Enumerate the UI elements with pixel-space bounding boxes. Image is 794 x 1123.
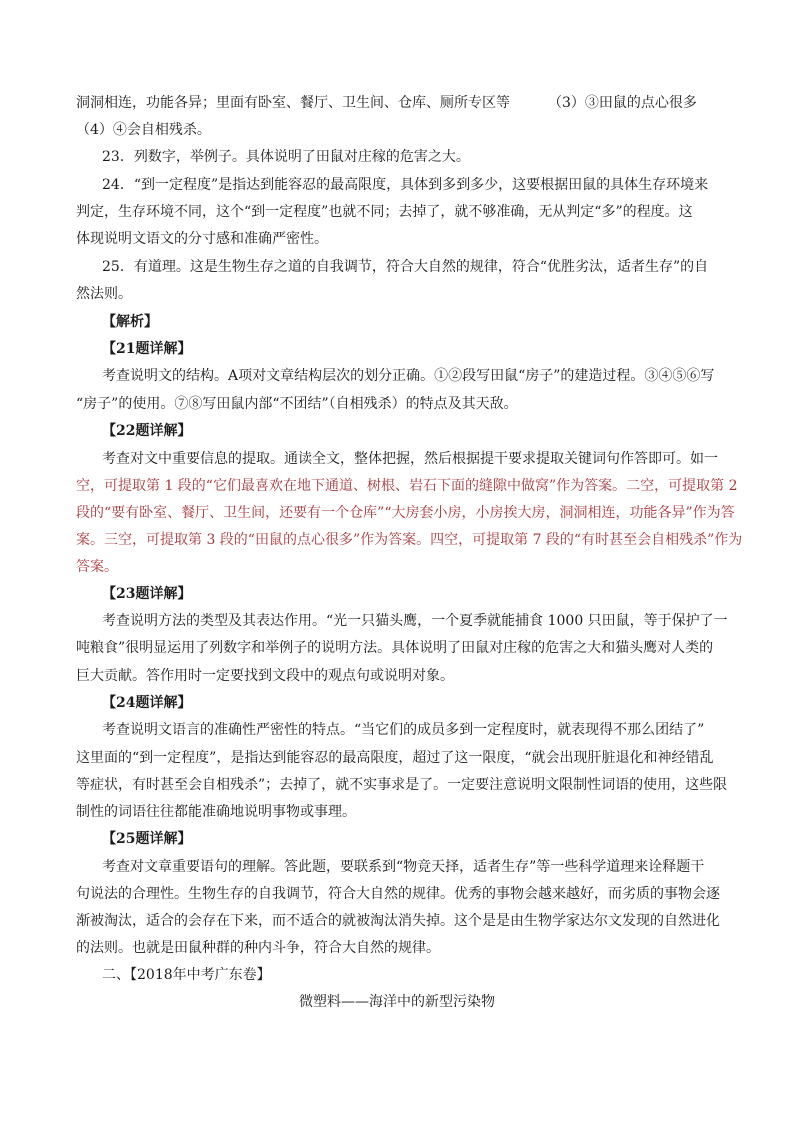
q22-line-2: 空，可提取第 1 段的“它们最喜欢在地下通道、树根、岩石下面的缝隙中做窝”作为答案。二空，可提取第 2: [76, 478, 738, 494]
q24-heading: 【24题详解】: [102, 695, 192, 711]
answer-22-part-3: （3）③田鼠的点心很多: [548, 95, 697, 111]
q25-line-3: 渐被淘汰，适合的会存在下来，而不适合的就被淘汰消失掉。这个是是由生物学家达尔文发现的自然进化: [76, 913, 720, 929]
answer-25-line-2: 然法则。: [76, 286, 132, 302]
q25-line-2: 句说法的合理性。生物生存的自我调节，符合大自然的规律。优秀的事物会越来越好，而劣质的事物会逐: [76, 886, 720, 902]
q21-heading: 【21题详解】: [102, 341, 192, 357]
q24-line-2: 这里面的“到一定程度”，是指达到能容忍的最高限度，超过了这一限度，“就会出现肝脏退化和神经错乱: [76, 750, 714, 766]
answer-22-line-2: （4）④会自相残杀。: [76, 122, 211, 138]
q22-heading: 【22题详解】: [102, 423, 192, 439]
q21-line-2: “房子”的使用。⑦⑧写田鼠内部“不团结”（自相残杀）的特点及其天敌。: [76, 396, 518, 412]
article-title: 微塑料——海洋中的新型污染物: [299, 994, 495, 1010]
q25-line-4: 的法则。也就是田鼠种群的种内斗争，符合大自然的规律。: [76, 940, 440, 956]
q25-heading: 【25题详解】: [102, 831, 192, 847]
q23-heading: 【23题详解】: [102, 586, 192, 602]
answer-22-text: 洞洞相连，功能各异；里面有卧室、餐厅、卫生间、仓库、厕所专区等: [76, 95, 510, 111]
q24-line-1: 考查说明文语言的准确性严密性的特点。“当它们的成员多到一定程度时，就表现得不那么团结了”: [102, 722, 705, 738]
answer-25-line-1: 25．有道理。这是生物生存之道的自我调节，符合大自然的规律，符合“优胜劣汰，适者生存”的自: [102, 259, 709, 275]
analysis-heading: 【解析】: [102, 314, 158, 330]
q22-line-4: 案。三空，可提取第 3 段的“田鼠的点心很多”作为答案。四空，可提取第 7 段的“有时甚至会自相残杀”作为: [76, 532, 743, 548]
q22-line-5: 答案。: [76, 559, 118, 575]
answer-24-line-2: 判定，生存环境不同，这个“到一定程度”也就不同；去掉了，就不够准确，无从判定“多”的程度。这: [76, 204, 693, 220]
section-2-heading: 二、【2018年中考广东卷】: [102, 967, 271, 983]
q25-line-1: 考查对文章重要语句的理解。答此题，要联系到“物竞天择，适者生存”等一些科学道理来诠释题干: [102, 859, 705, 875]
answer-22-line-1: [76, 94, 736, 112]
q22-line-1: 考查对文中重要信息的提取。通读全文，整体把握，然后根据提干要求提取关键词句作答即可。如一: [102, 451, 718, 467]
q24-line-4: 制性的词语往往都能准确地说明事物或事理。: [76, 804, 356, 820]
answer-24-line-3: 体现说明文语文的分寸感和准确严密性。: [76, 231, 328, 247]
q24-line-3: 等症状，有时甚至会自相残杀”；去掉了，就不实事求是了。一定要注意说明文限制性词语的使用，这些限: [76, 777, 728, 793]
answer-24-line-1: 24．“到一定程度”是指达到能容忍的最高限度，具体到多到多少，这要根据田鼠的具体生存环境来: [102, 177, 709, 193]
answer-23: 23．列数字，举例子。具体说明了田鼠对庄稼的危害之大。: [102, 149, 470, 165]
q23-line-2: 吨粮食”很明显运用了列数字和举例子的说明方法。具体说明了田鼠对庄稼的危害之大和猫头鹰对人类的: [76, 640, 714, 656]
q21-line-1: 考查说明文的结构。A项对文章结构层次的划分正确。①②段写田鼠“房子”的建造过程。③④⑤⑥写: [102, 368, 715, 384]
q23-line-3: 巨大贡献。答作用时一定要找到文段中的观点句或说明对象。: [76, 668, 454, 684]
q22-line-3: 段的“要有卧室、餐厅、卫生间，还要有一个仓库”“大房套小房，小房挨大房，洞洞相连，功能各异”作为答: [76, 505, 735, 521]
q23-line-1: 考查说明方法的类型及其表达作用。“光一只猫头鹰，一个夏季就能捕食 1000 只田鼠，等于保护了一: [102, 613, 728, 629]
